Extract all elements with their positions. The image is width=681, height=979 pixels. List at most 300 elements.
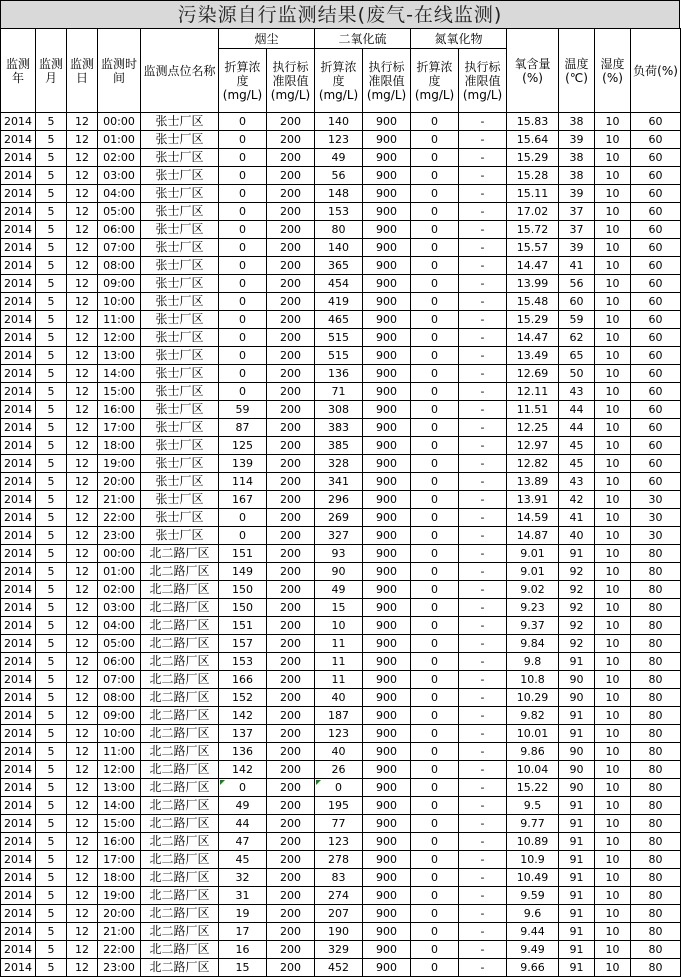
cell-site: 张士厂区: [141, 437, 219, 455]
cell-year: 2014: [1, 419, 36, 437]
monitoring-table: [0, 28, 681, 977]
cell-month: 5: [36, 851, 67, 869]
cell-nox-limit: -: [459, 185, 507, 203]
cell-so2-limit: 900: [363, 581, 411, 599]
cell-year: 2014: [1, 113, 36, 131]
cell-humidity: 10: [595, 437, 631, 455]
cell-nox-limit: -: [459, 419, 507, 437]
cell-day: 12: [67, 653, 98, 671]
cell-temp: 91: [559, 797, 595, 815]
cell-humidity: 10: [595, 527, 631, 545]
cell-time: 07:00: [98, 671, 141, 689]
cell-month: 5: [36, 599, 67, 617]
cell-smoke-limit: 200: [267, 599, 315, 617]
cell-temp: 44: [559, 419, 595, 437]
cell-so2-limit: 900: [363, 887, 411, 905]
cell-day: 12: [67, 257, 98, 275]
cell-so2-conc: 329: [315, 941, 363, 959]
cell-year: 2014: [1, 473, 36, 491]
cell-oxygen: 17.02: [507, 203, 559, 221]
cell-month: 5: [36, 257, 67, 275]
cell-day: 12: [67, 815, 98, 833]
cell-nox-limit: -: [459, 923, 507, 941]
cell-humidity: 10: [595, 581, 631, 599]
cell-temp: 39: [559, 131, 595, 149]
cell-smoke-conc: 0: [219, 347, 267, 365]
cell-so2-conc: 515: [315, 329, 363, 347]
cell-so2-conc: 515: [315, 347, 363, 365]
cell-so2-conc: 454: [315, 275, 363, 293]
cell-site: 北二路厂区: [141, 725, 219, 743]
cell-month: 5: [36, 923, 67, 941]
cell-oxygen: 14.47: [507, 257, 559, 275]
cell-nox-limit: -: [459, 509, 507, 527]
table-row: [1, 455, 681, 473]
cell-time: 01:00: [98, 131, 141, 149]
cell-oxygen: 15.48: [507, 293, 559, 311]
cell-so2-conc: 153: [315, 203, 363, 221]
cell-nox-limit: -: [459, 401, 507, 419]
cell-oxygen: 10.29: [507, 689, 559, 707]
cell-time: 20:00: [98, 905, 141, 923]
cell-oxygen: 9.5: [507, 797, 559, 815]
report-title: 污染源自行监测结果(废气-在线监测): [0, 0, 680, 28]
cell-time: 02:00: [98, 581, 141, 599]
cell-month: 5: [36, 221, 67, 239]
cell-site: 张士厂区: [141, 203, 219, 221]
table-row: [1, 437, 681, 455]
cell-smoke-conc: 166: [219, 671, 267, 689]
cell-smoke-conc: 0: [219, 509, 267, 527]
cell-load: 80: [631, 743, 681, 761]
table-row: [1, 797, 681, 815]
cell-site: 北二路厂区: [141, 815, 219, 833]
cell-temp: 65: [559, 347, 595, 365]
cell-so2-conc: 328: [315, 455, 363, 473]
cell-smoke-conc: 125: [219, 437, 267, 455]
cell-site: 张士厂区: [141, 401, 219, 419]
cell-nox-conc: 0: [411, 869, 459, 887]
cell-time: 09:00: [98, 275, 141, 293]
cell-nox-limit: -: [459, 599, 507, 617]
cell-so2-limit: 900: [363, 833, 411, 851]
cell-so2-conc: 452: [315, 959, 363, 977]
table-row: [1, 887, 681, 905]
cell-nox-conc: 0: [411, 239, 459, 257]
cell-smoke-conc: 32: [219, 869, 267, 887]
cell-smoke-conc: 0: [219, 203, 267, 221]
cell-day: 12: [67, 275, 98, 293]
cell-humidity: 10: [595, 851, 631, 869]
cell-nox-conc: 0: [411, 113, 459, 131]
cell-site: 北二路厂区: [141, 635, 219, 653]
cell-year: 2014: [1, 437, 36, 455]
cell-smoke-limit: 200: [267, 311, 315, 329]
cell-load: 80: [631, 797, 681, 815]
cell-humidity: 10: [595, 131, 631, 149]
cell-time: 10:00: [98, 293, 141, 311]
cell-nox-conc: 0: [411, 221, 459, 239]
cell-nox-conc: 0: [411, 275, 459, 293]
table-row: [1, 203, 681, 221]
cell-temp: 92: [559, 599, 595, 617]
cell-temp: 91: [559, 941, 595, 959]
header-smoke-limit: 执行标准限值(mg/L): [267, 49, 315, 113]
cell-site: 北二路厂区: [141, 653, 219, 671]
cell-so2-conc: 195: [315, 797, 363, 815]
cell-site: 张士厂区: [141, 509, 219, 527]
cell-month: 5: [36, 797, 67, 815]
cell-month: 5: [36, 653, 67, 671]
cell-humidity: 10: [595, 923, 631, 941]
cell-so2-limit: 900: [363, 851, 411, 869]
cell-day: 12: [67, 617, 98, 635]
cell-smoke-limit: 200: [267, 617, 315, 635]
cell-humidity: 10: [595, 815, 631, 833]
cell-temp: 91: [559, 887, 595, 905]
cell-oxygen: 9.66: [507, 959, 559, 977]
cell-so2-limit: 900: [363, 437, 411, 455]
cell-so2-limit: 900: [363, 509, 411, 527]
table-row: [1, 419, 681, 437]
table-row: [1, 473, 681, 491]
cell-temp: 37: [559, 203, 595, 221]
cell-temp: 40: [559, 527, 595, 545]
cell-so2-conc: 365: [315, 257, 363, 275]
cell-load: 80: [631, 599, 681, 617]
cell-nox-conc: 0: [411, 131, 459, 149]
cell-smoke-conc: 139: [219, 455, 267, 473]
cell-so2-conc: 465: [315, 311, 363, 329]
table-row: [1, 599, 681, 617]
cell-smoke-limit: 200: [267, 887, 315, 905]
cell-nox-limit: -: [459, 959, 507, 977]
cell-month: 5: [36, 131, 67, 149]
cell-site: 张士厂区: [141, 167, 219, 185]
cell-temp: 90: [559, 671, 595, 689]
cell-smoke-limit: 200: [267, 257, 315, 275]
cell-so2-limit: 900: [363, 365, 411, 383]
cell-year: 2014: [1, 959, 36, 977]
cell-nox-limit: -: [459, 437, 507, 455]
cell-humidity: 10: [595, 833, 631, 851]
cell-smoke-limit: 200: [267, 455, 315, 473]
cell-smoke-limit: 200: [267, 365, 315, 383]
cell-month: 5: [36, 509, 67, 527]
cell-temp: 91: [559, 833, 595, 851]
cell-site: 张士厂区: [141, 455, 219, 473]
cell-oxygen: 12.25: [507, 419, 559, 437]
cell-nox-limit: -: [459, 779, 507, 797]
cell-year: 2014: [1, 851, 36, 869]
cell-so2-conc: 123: [315, 725, 363, 743]
cell-time: 11:00: [98, 743, 141, 761]
header-group-smoke: 烟尘: [219, 29, 315, 49]
cell-nox-limit: -: [459, 725, 507, 743]
cell-year: 2014: [1, 725, 36, 743]
cell-time: 14:00: [98, 365, 141, 383]
header-time: 监测时间: [98, 29, 141, 113]
cell-nox-conc: 0: [411, 761, 459, 779]
cell-nox-conc: 0: [411, 833, 459, 851]
cell-month: 5: [36, 347, 67, 365]
cell-smoke-conc: 152: [219, 689, 267, 707]
cell-so2-conc: 123: [315, 833, 363, 851]
cell-nox-conc: 0: [411, 419, 459, 437]
table-row: [1, 275, 681, 293]
cell-load: 80: [631, 545, 681, 563]
cell-load: 60: [631, 311, 681, 329]
cell-temp: 41: [559, 257, 595, 275]
cell-nox-limit: -: [459, 617, 507, 635]
cell-day: 12: [67, 383, 98, 401]
cell-load: 60: [631, 275, 681, 293]
cell-oxygen: 15.72: [507, 221, 559, 239]
cell-so2-conc: 49: [315, 581, 363, 599]
cell-so2-limit: 900: [363, 653, 411, 671]
cell-year: 2014: [1, 941, 36, 959]
cell-humidity: 10: [595, 509, 631, 527]
cell-smoke-limit: 200: [267, 815, 315, 833]
cell-nox-limit: -: [459, 563, 507, 581]
cell-time: 09:00: [98, 707, 141, 725]
cell-nox-conc: 0: [411, 257, 459, 275]
cell-site: 北二路厂区: [141, 923, 219, 941]
cell-smoke-conc: 150: [219, 599, 267, 617]
cell-nox-conc: 0: [411, 743, 459, 761]
cell-year: 2014: [1, 311, 36, 329]
cell-load: 60: [631, 239, 681, 257]
cell-so2-limit: 900: [363, 689, 411, 707]
cell-day: 12: [67, 851, 98, 869]
cell-so2-conc: 148: [315, 185, 363, 203]
cell-month: 5: [36, 581, 67, 599]
cell-site: 北二路厂区: [141, 743, 219, 761]
cell-so2-conc: 77: [315, 815, 363, 833]
table-row: [1, 707, 681, 725]
cell-time: 15:00: [98, 815, 141, 833]
cell-load: 60: [631, 383, 681, 401]
cell-oxygen: 14.47: [507, 329, 559, 347]
cell-humidity: 10: [595, 257, 631, 275]
cell-load: 60: [631, 347, 681, 365]
cell-nox-conc: 0: [411, 599, 459, 617]
cell-year: 2014: [1, 401, 36, 419]
cell-smoke-limit: 200: [267, 761, 315, 779]
cell-time: 18:00: [98, 437, 141, 455]
cell-nox-conc: 0: [411, 455, 459, 473]
cell-temp: 39: [559, 185, 595, 203]
cell-smoke-limit: 200: [267, 149, 315, 167]
cell-smoke-conc: 0: [219, 185, 267, 203]
cell-time: 21:00: [98, 923, 141, 941]
cell-smoke-limit: 200: [267, 203, 315, 221]
cell-smoke-conc: 59: [219, 401, 267, 419]
cell-month: 5: [36, 635, 67, 653]
cell-humidity: 10: [595, 365, 631, 383]
cell-so2-conc: 341: [315, 473, 363, 491]
cell-time: 00:00: [98, 113, 141, 131]
cell-month: 5: [36, 743, 67, 761]
cell-year: 2014: [1, 545, 36, 563]
cell-oxygen: 12.69: [507, 365, 559, 383]
cell-load: 60: [631, 167, 681, 185]
cell-month: 5: [36, 527, 67, 545]
cell-month: 5: [36, 761, 67, 779]
cell-day: 12: [67, 599, 98, 617]
cell-site: 张士厂区: [141, 329, 219, 347]
header-group-so2: 二氧化硫: [315, 29, 411, 49]
cell-time: 07:00: [98, 239, 141, 257]
cell-nox-limit: -: [459, 707, 507, 725]
cell-smoke-limit: 200: [267, 833, 315, 851]
table-row: [1, 743, 681, 761]
cell-so2-conc: 90: [315, 563, 363, 581]
cell-site: 张士厂区: [141, 491, 219, 509]
cell-smoke-limit: 200: [267, 545, 315, 563]
cell-nox-conc: 0: [411, 203, 459, 221]
cell-load: 80: [631, 725, 681, 743]
cell-smoke-limit: 200: [267, 401, 315, 419]
header-nox-conc: 折算浓度(mg/L): [411, 49, 459, 113]
cell-oxygen: 14.87: [507, 527, 559, 545]
cell-so2-limit: 900: [363, 203, 411, 221]
header-temp: 温度(℃): [559, 29, 595, 113]
cell-temp: 45: [559, 455, 595, 473]
table-row: [1, 527, 681, 545]
cell-smoke-limit: 200: [267, 725, 315, 743]
cell-so2-limit: 900: [363, 959, 411, 977]
cell-month: 5: [36, 671, 67, 689]
cell-humidity: 10: [595, 293, 631, 311]
cell-so2-limit: 900: [363, 815, 411, 833]
cell-so2-limit: 900: [363, 869, 411, 887]
cell-smoke-conc: 0: [219, 365, 267, 383]
cell-nox-limit: -: [459, 383, 507, 401]
cell-site: 张士厂区: [141, 347, 219, 365]
table-row: [1, 365, 681, 383]
cell-load: 80: [631, 959, 681, 977]
cell-so2-limit: 900: [363, 311, 411, 329]
cell-load: 80: [631, 833, 681, 851]
header-oxygen: 氧含量(%): [507, 29, 559, 113]
header-load: 负荷(%): [631, 29, 681, 113]
cell-nox-conc: 0: [411, 887, 459, 905]
cell-oxygen: 13.91: [507, 491, 559, 509]
cell-smoke-conc: 49: [219, 797, 267, 815]
cell-year: 2014: [1, 779, 36, 797]
cell-oxygen: 15.22: [507, 779, 559, 797]
cell-load: 80: [631, 851, 681, 869]
cell-oxygen: 9.84: [507, 635, 559, 653]
cell-smoke-conc: 0: [219, 131, 267, 149]
cell-year: 2014: [1, 923, 36, 941]
cell-temp: 42: [559, 491, 595, 509]
cell-so2-limit: 900: [363, 293, 411, 311]
cell-smoke-limit: 200: [267, 941, 315, 959]
header-day: 监测日: [67, 29, 98, 113]
table-row: [1, 869, 681, 887]
cell-time: 11:00: [98, 311, 141, 329]
cell-smoke-limit: 200: [267, 581, 315, 599]
cell-smoke-conc: 0: [219, 527, 267, 545]
cell-so2-limit: 900: [363, 599, 411, 617]
cell-humidity: 10: [595, 869, 631, 887]
cell-year: 2014: [1, 365, 36, 383]
cell-load: 60: [631, 131, 681, 149]
cell-humidity: 10: [595, 455, 631, 473]
cell-load: 80: [631, 617, 681, 635]
cell-time: 21:00: [98, 491, 141, 509]
cell-oxygen: 15.83: [507, 113, 559, 131]
cell-day: 12: [67, 473, 98, 491]
cell-nox-conc: 0: [411, 905, 459, 923]
cell-oxygen: 15.64: [507, 131, 559, 149]
cell-year: 2014: [1, 203, 36, 221]
cell-smoke-limit: 200: [267, 221, 315, 239]
cell-load: 30: [631, 509, 681, 527]
cell-time: 06:00: [98, 221, 141, 239]
cell-site: 张士厂区: [141, 113, 219, 131]
cell-month: 5: [36, 275, 67, 293]
cell-day: 12: [67, 635, 98, 653]
cell-oxygen: 9.23: [507, 599, 559, 617]
cell-year: 2014: [1, 905, 36, 923]
cell-oxygen: 15.28: [507, 167, 559, 185]
cell-nox-conc: 0: [411, 851, 459, 869]
cell-so2-limit: 900: [363, 941, 411, 959]
cell-smoke-limit: 200: [267, 113, 315, 131]
cell-nox-conc: 0: [411, 941, 459, 959]
cell-load: 60: [631, 221, 681, 239]
cell-nox-limit: -: [459, 275, 507, 293]
cell-nox-limit: -: [459, 653, 507, 671]
cell-day: 12: [67, 167, 98, 185]
cell-nox-limit: -: [459, 581, 507, 599]
cell-load: 80: [631, 923, 681, 941]
table-row: [1, 401, 681, 419]
cell-nox-limit: -: [459, 257, 507, 275]
cell-nox-conc: 0: [411, 689, 459, 707]
cell-nox-conc: 0: [411, 707, 459, 725]
cell-load: 80: [631, 563, 681, 581]
cell-smoke-conc: 44: [219, 815, 267, 833]
cell-site: 北二路厂区: [141, 851, 219, 869]
cell-load: 60: [631, 113, 681, 131]
table-row: [1, 635, 681, 653]
cell-so2-limit: 900: [363, 797, 411, 815]
header-smoke-conc: 折算浓度(mg/L): [219, 49, 267, 113]
cell-so2-conc: 383: [315, 419, 363, 437]
cell-humidity: 10: [595, 707, 631, 725]
cell-site: 北二路厂区: [141, 689, 219, 707]
cell-smoke-conc: 114: [219, 473, 267, 491]
cell-year: 2014: [1, 185, 36, 203]
cell-nox-limit: -: [459, 293, 507, 311]
cell-time: 05:00: [98, 203, 141, 221]
cell-oxygen: 12.82: [507, 455, 559, 473]
cell-so2-limit: 900: [363, 725, 411, 743]
cell-time: 08:00: [98, 257, 141, 275]
cell-smoke-limit: 200: [267, 473, 315, 491]
table-row: [1, 167, 681, 185]
cell-temp: 45: [559, 437, 595, 455]
table-row: [1, 779, 681, 797]
cell-warning-indicator-icon: [220, 780, 225, 785]
cell-nox-conc: 0: [411, 347, 459, 365]
cell-time: 12:00: [98, 761, 141, 779]
cell-smoke-limit: 200: [267, 347, 315, 365]
